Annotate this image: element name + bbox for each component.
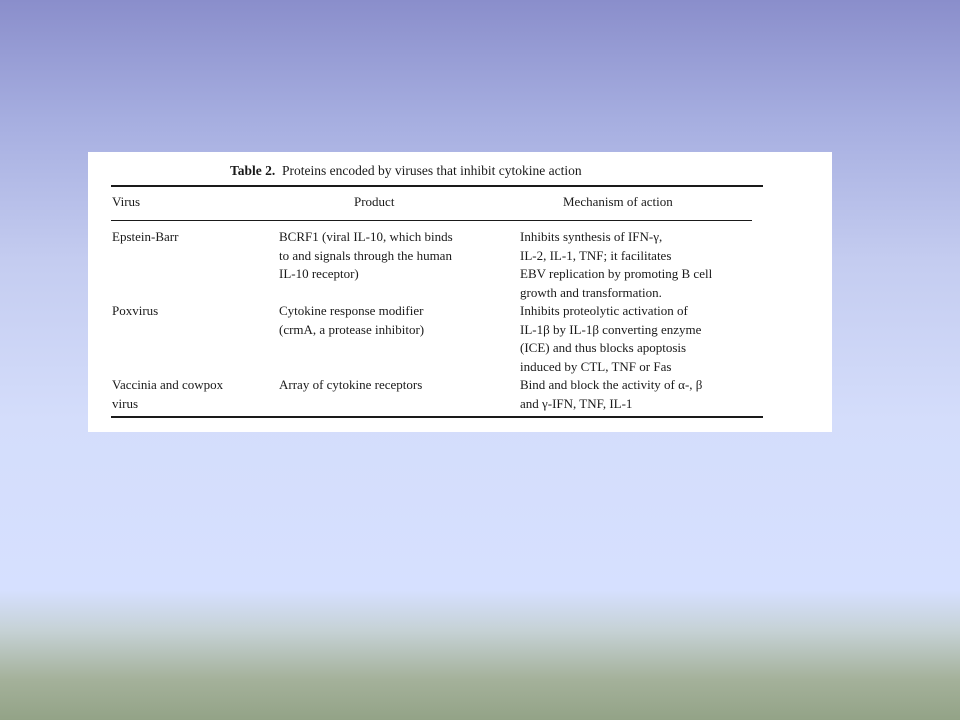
- cell-virus-epstein-barr: Epstein-Barr: [112, 229, 179, 244]
- table-caption: Proteins encoded by viruses that inhibit cytokine action: [282, 163, 582, 178]
- column-header-mechanism: Mechanism of action: [563, 194, 673, 209]
- header-rule: [111, 220, 752, 221]
- table-title: [230, 163, 582, 179]
- column-header-product: Product: [354, 194, 395, 209]
- cell-virus-vaccinia: Vaccinia and cowpox virus: [112, 377, 224, 411]
- cell-product-poxvirus: Cytokine response modifier (crmA, a protease inhibitor): [279, 303, 425, 337]
- cell-mechanism-epstein-barr: Inhibits synthesis of IFN-γ, IL-2, IL-1, TNF; it facilitates EBV replication by promoting B cell growth and transformation.: [520, 229, 713, 300]
- cell-product-vaccinia: Array of cytokine receptors: [279, 377, 423, 392]
- cell-mechanism-vaccinia: Bind and block the activity of α-, β and γ-IFN, TNF, IL-1: [520, 377, 703, 411]
- table-image: [88, 152, 832, 432]
- column-header-virus: Virus: [112, 194, 141, 209]
- table-number: Table 2.: [230, 163, 276, 178]
- table-top-rule: [111, 185, 763, 187]
- cell-virus-poxvirus: Poxvirus: [112, 303, 159, 318]
- cell-product-epstein-barr: BCRF1 (viral IL-10, which binds to and signals through the human IL-10 receptor): [279, 229, 453, 281]
- cell-mechanism-poxvirus: Inhibits proteolytic activation of IL-1β by IL-1β converting enzyme (ICE) and thus blocks apoptosis induced by CTL, TNF or Fas: [520, 303, 702, 374]
- table-bottom-rule: [111, 416, 763, 418]
